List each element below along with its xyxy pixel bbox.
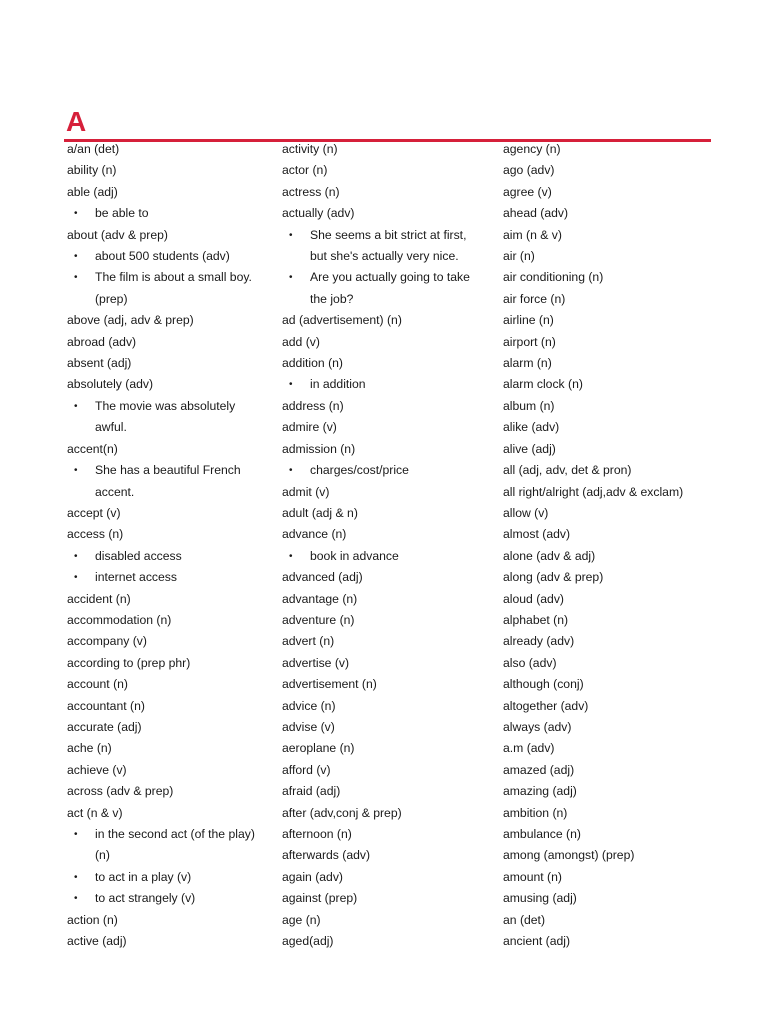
example-bullet [67,824,277,867]
word-entry: again (adv) [282,869,343,884]
example-text-continued: (prep) [95,291,128,306]
word-entry: ago (adv) [503,163,555,178]
word-entry: afternoon (n) [282,827,352,841]
example-text: be able to [95,206,149,221]
example-text-continued: accent. [95,484,135,499]
word-entry: achieve (v) [67,762,127,777]
word-entry: alone (adv & adj) [503,548,596,563]
word-entry: actually (adv) [282,206,355,221]
bullet-icon: • [74,550,78,562]
word-entry: able (adj) [67,184,118,199]
word-entry: amazing (adj) [503,784,577,799]
word-entry: absent (adj) [67,356,132,371]
word-entry: advise (v) [282,719,335,734]
word-entry: agree (v) [503,184,552,199]
bullet-icon: • [289,272,293,284]
word-entry: against (prep) [282,891,358,906]
word-entry: access (n) [67,527,124,542]
example-bullet [282,460,492,481]
word-entry: across (adv & prep) [67,784,174,799]
word-entry: ancient (adj) [503,934,571,949]
word-entry: after (adv,conj & prep) [282,805,402,820]
bullet-icon: • [74,465,78,477]
example-bullet [282,225,492,268]
example-text: The movie was absolutely [95,398,236,413]
word-entry: ambulance (n) [503,827,581,841]
word-entry: advance (n) [282,527,347,542]
bullet-icon: • [74,572,78,584]
word-entry: above (adj, adv & prep) [67,313,194,328]
word-entry: an (det) [503,912,546,927]
word-entry: act (n & v) [67,805,123,820]
example-text-continued: (n) [95,848,110,863]
word-entry: air conditioning (n) [503,270,604,285]
word-column-2 [282,139,492,952]
word-entry: also (adv) [503,655,557,670]
example-text: Are you actually going to take [310,270,470,285]
word-entry: accent(n) [67,441,118,456]
word-entry: accommodation (n) [67,612,172,627]
example-text: She has a beautiful French [95,463,241,478]
word-entry: afterwards (adv) [282,848,371,863]
word-entry: always (adv) [503,719,572,734]
word-entry: age (n) [282,912,321,927]
word-entry: almost (adv) [503,527,571,542]
example-bullet [67,546,277,567]
word-entry: about (adv & prep) [67,227,168,242]
word-entry: actress (n) [282,184,340,199]
word-entry: airport (n) [503,334,556,349]
word-entry: all right/alright (adj,adv & exclam) [503,484,684,499]
word-entry: advice (n) [282,698,336,713]
example-bullet [282,267,492,310]
word-entry: action (n) [67,912,118,927]
word-entry: air force (n) [503,291,566,306]
example-bullet [67,203,277,224]
section-letter-heading: A [66,106,87,137]
word-entry: alarm clock (n) [503,377,583,392]
bullet-icon: • [74,893,78,905]
example-bullet [67,888,277,909]
bullet-icon: • [289,229,293,241]
word-entry: account (n) [67,677,128,692]
bullet-icon: • [74,829,78,840]
word-entry: accurate (adj) [67,719,142,734]
example-text: internet access [95,570,177,585]
word-entry: admit (v) [282,484,330,499]
word-entry: amazed (adj) [503,762,575,777]
word-column-1 [67,139,277,952]
word-entry: admission (n) [282,441,356,456]
word-entry: active (adj) [67,934,127,949]
word-entry: altogether (adv) [503,698,589,713]
word-entry: accompany (v) [67,634,147,649]
word-entry: accountant (n) [67,698,145,713]
word-entry: aged(adj) [282,934,334,949]
example-text: charges/cost/price [310,463,409,478]
word-entry: advertisement (n) [282,677,377,692]
word-entry: alarm (n) [503,356,552,371]
word-entry: air (n) [503,249,535,264]
word-entry: ability (n) [67,163,117,178]
bullet-icon: • [289,465,293,477]
bullet-icon: • [74,400,78,412]
word-entry: aim (n & v) [503,227,562,242]
example-text: in the second act (of the play) [95,827,255,841]
bullet-icon: • [289,379,293,391]
word-entry: abroad (adv) [67,334,137,349]
example-bullet [67,460,277,503]
word-entry: a.m (adv) [503,741,555,756]
bullet-icon: • [74,272,78,284]
word-entry: ache (n) [67,741,112,756]
word-entry: adventure (n) [282,612,355,627]
example-text: book in advance [310,548,399,563]
word-entry: alphabet (n) [503,612,569,627]
word-entry: amount (n) [503,869,562,884]
example-text: to act strangely (v) [95,891,196,906]
word-entry: accept (v) [67,505,121,520]
word-entry: actor (n) [282,163,328,178]
word-entry: alive (adj) [503,441,556,456]
word-entry: advertise (v) [282,655,350,670]
example-text-continued: but she's actually very nice. [310,249,459,264]
example-text-continued: the job? [310,291,354,306]
word-entry: along (adv & prep) [503,570,604,585]
example-text: disabled access [95,548,182,563]
example-bullet [67,267,277,310]
word-entry: alike (adv) [503,420,560,435]
example-bullet [282,546,492,567]
word-entry: addition (n) [282,356,343,371]
word-entry: amusing (adj) [503,891,577,906]
word-entry: allow (v) [503,505,549,520]
example-bullet [282,374,492,395]
word-entry: album (n) [503,398,555,413]
example-bullet [67,246,277,267]
example-text: She seems a bit strict at first, [310,227,467,242]
word-entry: accident (n) [67,591,131,606]
word-entry: address (n) [282,398,344,413]
word-entry: according to (prep phr) [67,655,191,670]
bullet-icon: • [74,251,78,263]
word-column-3 [503,139,718,952]
word-entry: admire (v) [282,420,337,435]
word-entry: adult (adj & n) [282,505,358,520]
word-entry: advert (n) [282,634,335,649]
word-entry: activity (n) [282,142,338,156]
example-bullet [67,396,277,439]
example-text: to act in a play (v) [95,869,192,884]
example-text: about 500 students (adv) [95,249,230,264]
word-entry: all (adj, adv, det & pron) [503,463,632,478]
word-entry: ahead (adv) [503,206,569,221]
bullet-icon: • [74,871,78,883]
example-text: The film is about a small boy. [95,270,252,285]
word-entry: already (adv) [503,634,575,649]
word-entry: advantage (n) [282,591,358,606]
word-entry: a/an (det) [67,142,120,156]
word-entry: ad (advertisement) (n) [282,313,402,328]
word-entry: agency (n) [503,142,561,156]
word-entry: among (amongst) (prep) [503,848,635,863]
bullet-icon: • [74,208,78,220]
example-text-continued: awful. [95,420,127,435]
example-bullet [67,567,277,588]
word-entry: afford (v) [282,762,331,777]
example-bullet [67,867,277,888]
word-entry: add (v) [282,334,320,349]
word-entry: aeroplane (n) [282,741,355,756]
word-entry: afraid (adj) [282,784,341,799]
word-entry: advanced (adj) [282,570,363,585]
word-entry: absolutely (adv) [67,377,154,392]
word-entry: aloud (adv) [503,591,564,606]
bullet-icon: • [289,550,293,562]
word-entry: airline (n) [503,313,554,328]
word-entry: ambition (n) [503,805,568,820]
word-entry: although (conj) [503,677,584,692]
example-text: in addition [310,377,366,392]
